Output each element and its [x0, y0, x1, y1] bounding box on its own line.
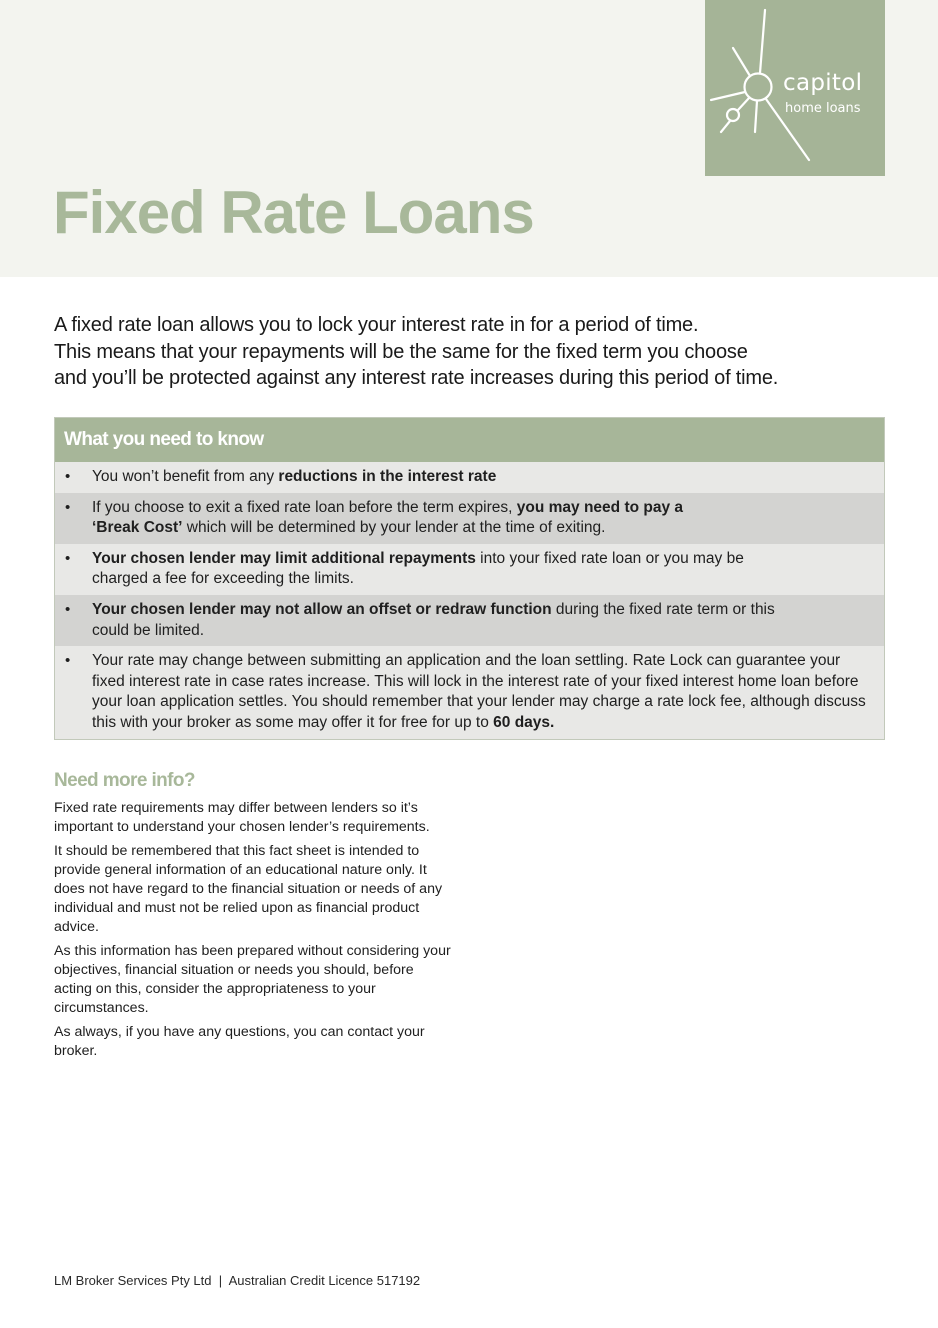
list-item	[55, 462, 884, 493]
intro-line: and you’ll be protected against any interest rate increases during this period of time.	[54, 367, 779, 389]
intro-line: A fixed rate loan allows you to lock your interest rate in for a period of time.	[54, 314, 699, 336]
more-info-paragraph: Fixed rate requirements may differ between lenders so it’s important to understand your chosen lender’s requirements.	[54, 800, 430, 835]
list-item-text: Your chosen lender may not allow an offset or redraw function during the fixed rate term or this could be limited.	[92, 600, 775, 639]
more-info-heading: Need more info?	[54, 770, 195, 791]
list-item-text: You won’t benefit from any reductions in the interest rate	[92, 468, 497, 485]
bullet-icon: •	[65, 468, 71, 485]
list-item-text: If you choose to exit a fixed rate loan before the term expires, you may need to pay a ‘Break Cost’ which will be determined by your lender at the time of exiting.	[92, 498, 684, 537]
need-to-know-box	[54, 417, 885, 740]
intro-line: This means that your repayments will be the same for the fixed term you choose	[54, 340, 748, 363]
more-info-paragraph: As always, if you have any questions, you can contact your broker.	[54, 1024, 425, 1059]
capitol-logo	[705, 0, 885, 176]
bullet-icon: •	[65, 652, 71, 670]
more-info-paragraph: As this information has been prepared without considering your objectives, financial situation or needs you should, before acting on this, consider the appropriateness to your circumstances.	[54, 943, 451, 1016]
more-info-paragraph: It should be remembered that this fact sheet is intended to provide general information of an educational nature only. It does not have regard to the financial situation or needs of any individual and must not be relied upon as financial product advice.	[54, 843, 443, 935]
list-item-text: Your rate may change between submitting an application and the loan settling. Rate Lock can guarantee your fixed interest rate in case rates increase. This will lock in the interest rate of your fixed interest home loan before your loan application settles. You should remember that your lender may charge a rate lock fee, although discuss this with your broker as some may offer it for free for up to 60 days.	[92, 652, 866, 731]
more-info-body	[54, 799, 454, 1066]
page-title: Fixed Rate Loans	[53, 179, 534, 246]
need-to-know-heading: What you need to know	[55, 418, 884, 462]
logo-wordmark: capitol	[783, 70, 863, 96]
bullet-icon: •	[65, 600, 71, 618]
list-item	[55, 595, 884, 646]
intro-paragraph	[54, 312, 894, 392]
bullet-icon: •	[65, 549, 71, 567]
list-item	[55, 646, 884, 738]
list-item	[55, 493, 884, 544]
list-item	[55, 544, 884, 595]
bullet-icon: •	[65, 498, 71, 516]
logo-subtitle: home loans	[785, 101, 861, 116]
list-item-text: Your chosen lender may limit additional repayments into your fixed rate loan or you may be charged a fee for exceeding the limits.	[92, 549, 744, 588]
footer-licence: LM Broker Services Pty Ltd | Australian Credit Licence 517192	[54, 1273, 421, 1288]
